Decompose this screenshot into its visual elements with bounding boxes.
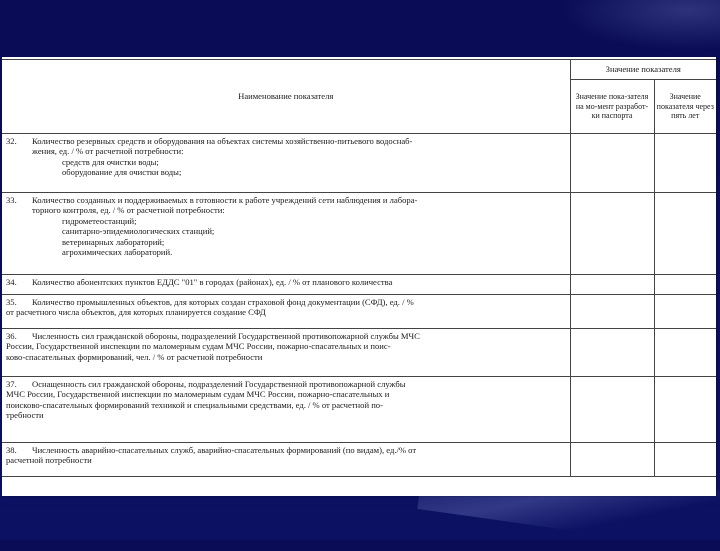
row-35-value-in-five-years [654, 295, 716, 329]
row-35-description: 35. Количество промышленных объектов, для которых создан страховой фонд документации (СФД), ед. / % от расчетного числа объектов, для которых планируется создание СФД [2, 295, 570, 329]
row-32-value-at-development [570, 134, 654, 193]
column-header-indicator-name: Наименование показателя [2, 60, 570, 134]
row-34-description: 34. Количество абонентских пунктов ЕДДС "01" в городах (районах), ед. / % от планового количества [2, 275, 570, 295]
row-number: 35. [6, 297, 17, 307]
row-number: 38. [6, 445, 17, 455]
table-row [2, 295, 716, 329]
row-33-value-at-development [570, 193, 654, 275]
table-row [2, 443, 716, 477]
row-number: 32. [6, 136, 17, 146]
table-row [2, 134, 716, 193]
row-number: 34. [6, 277, 17, 287]
row-38-description: 38. Численность аварийно-спасательных служб, аварийно-спасательных формирований (по видам), ед./% от расчетной потребности [2, 443, 570, 477]
column-header-value-in-five-years: Значение показателя через пять лет [654, 80, 716, 134]
indicators-table [2, 59, 716, 477]
document-sheet [2, 57, 716, 496]
row-number: 33. [6, 195, 17, 205]
table-row [2, 193, 716, 275]
table-header-row [2, 60, 716, 80]
row-34-value-at-development [570, 275, 654, 295]
row-36-value-in-five-years [654, 329, 716, 377]
row-32-description: 32. Количество резервных средств и оборудования на объектах системы хозяйственно-питьевого водоснаб- жения, ед. / % от расчетной потребности: средств для очистки воды; оборудование для очистки воды; [2, 134, 570, 193]
row-38-value-at-development [570, 443, 654, 477]
table-row [2, 329, 716, 377]
row-37-description: 37. Оснащенность сил гражданской обороны, подразделений Государственной противопожарной службы МЧС России, Государственной инспекции по маломерным судам МЧС России, пожарно-спасательных и поисково-спасательных формирований техникой и специальными средствами, ед. / % от расчетной по- требности [2, 377, 570, 443]
row-33-description: 33. Количество созданных и поддерживаемых в готовности к работе учреждений сети наблюдения и лабора- торного контроля, ед. / % от расчетной потребности: гидрометеостанций; санитарно-эпидемиологических станций; ветеринарных лабораторий; агрохимических лабораторий. [2, 193, 570, 275]
row-34-value-in-five-years [654, 275, 716, 295]
row-35-value-at-development [570, 295, 654, 329]
table-row [2, 275, 716, 295]
row-37-value-in-five-years [654, 377, 716, 443]
row-36-value-at-development [570, 329, 654, 377]
row-36-description: 36. Численность сил гражданской обороны, подразделений Государственной противопожарной службы МЧС России, Государственной инспекции по маломерным судам МЧС России, пожарно-спасательных и поис- ково-спасательных формирований, чел. / % от расчетной потребности [2, 329, 570, 377]
row-32-value-in-five-years [654, 134, 716, 193]
row-number: 37. [6, 379, 17, 389]
table-row [2, 377, 716, 443]
column-header-indicator-value: Значение показателя [570, 60, 716, 80]
row-38-value-in-five-years [654, 443, 716, 477]
row-37-value-at-development [570, 377, 654, 443]
background-glow [560, 0, 720, 50]
column-header-value-at-development: Значение пока-зателя на мо-мент разработ-ки паспорта [570, 80, 654, 134]
row-33-value-in-five-years [654, 193, 716, 275]
row-number: 36. [6, 331, 17, 341]
